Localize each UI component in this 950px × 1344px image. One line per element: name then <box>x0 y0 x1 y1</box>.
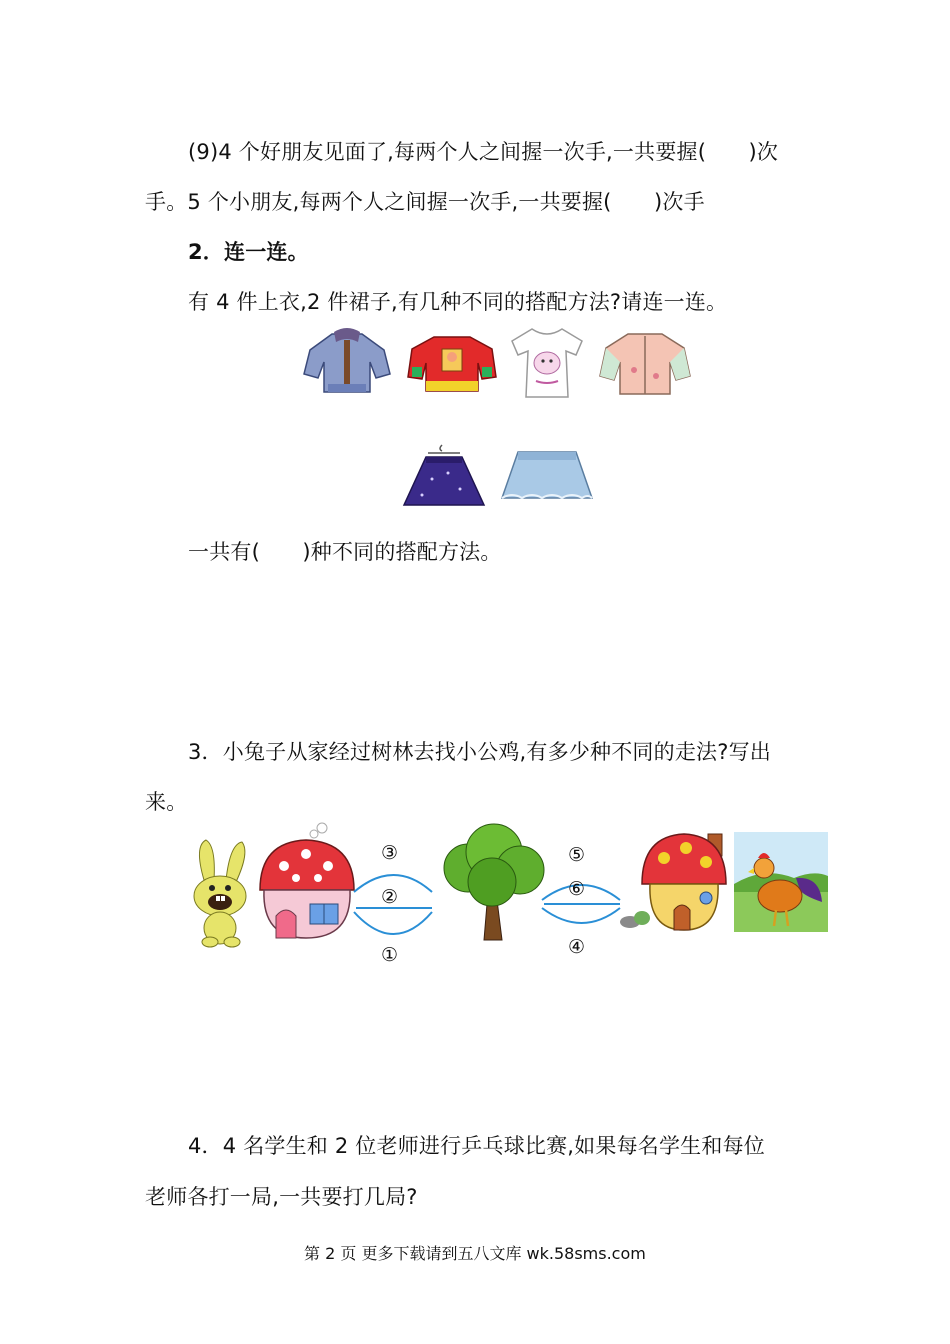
cardigan-icon <box>598 330 692 398</box>
path-5-label: ⑤ <box>568 844 586 866</box>
purple-skirt-icon <box>402 445 486 509</box>
tree-icon <box>432 822 552 942</box>
section-2-prompt: 有 4 件上衣,2 件裙子,有几种不同的搭配方法?请连一连。 <box>188 290 728 314</box>
sweater-icon <box>406 333 498 395</box>
section-2-heading: 2．连一连。 <box>188 240 309 264</box>
section-4-line-1: 4．4 名学生和 2 位老师进行乒乓球比赛,如果每名学生和每位 <box>188 1134 765 1158</box>
rabbit-icon <box>186 836 256 948</box>
q9-line-1: (9)4 个好朋友见面了,每两个人之间握一次手,一共要握( )次 <box>188 140 779 164</box>
q9-line-2: 手。5 个小朋友,每两个人之间握一次手,一共要握( )次手 <box>145 190 705 214</box>
rooster-icon <box>734 832 828 932</box>
denim-skirt-icon <box>500 448 594 504</box>
section-2-answer: 一共有( )种不同的搭配方法。 <box>188 540 502 564</box>
jacket-icon <box>302 328 392 396</box>
small-mushroom-house-icon <box>616 826 732 936</box>
path-1-label: ① <box>381 944 399 966</box>
path-4-label: ④ <box>568 936 586 958</box>
path-3-label: ③ <box>381 842 399 864</box>
tshirt-icon <box>510 325 584 401</box>
path-2-label: ② <box>381 886 399 908</box>
page-footer: 第 2 页 更多下载请到五八文库 wk.58sms.com <box>304 1244 646 1263</box>
section-3-line-2: 来。 <box>145 790 188 814</box>
section-4-line-2: 老师各打一局,一共要打几局? <box>145 1185 418 1209</box>
mushroom-house-icon <box>256 820 358 942</box>
section-3-line-1: 3．小兔子从家经过树林去找小公鸡,有多少种不同的走法?写出 <box>188 740 771 764</box>
path-6-label: ⑥ <box>568 878 586 900</box>
